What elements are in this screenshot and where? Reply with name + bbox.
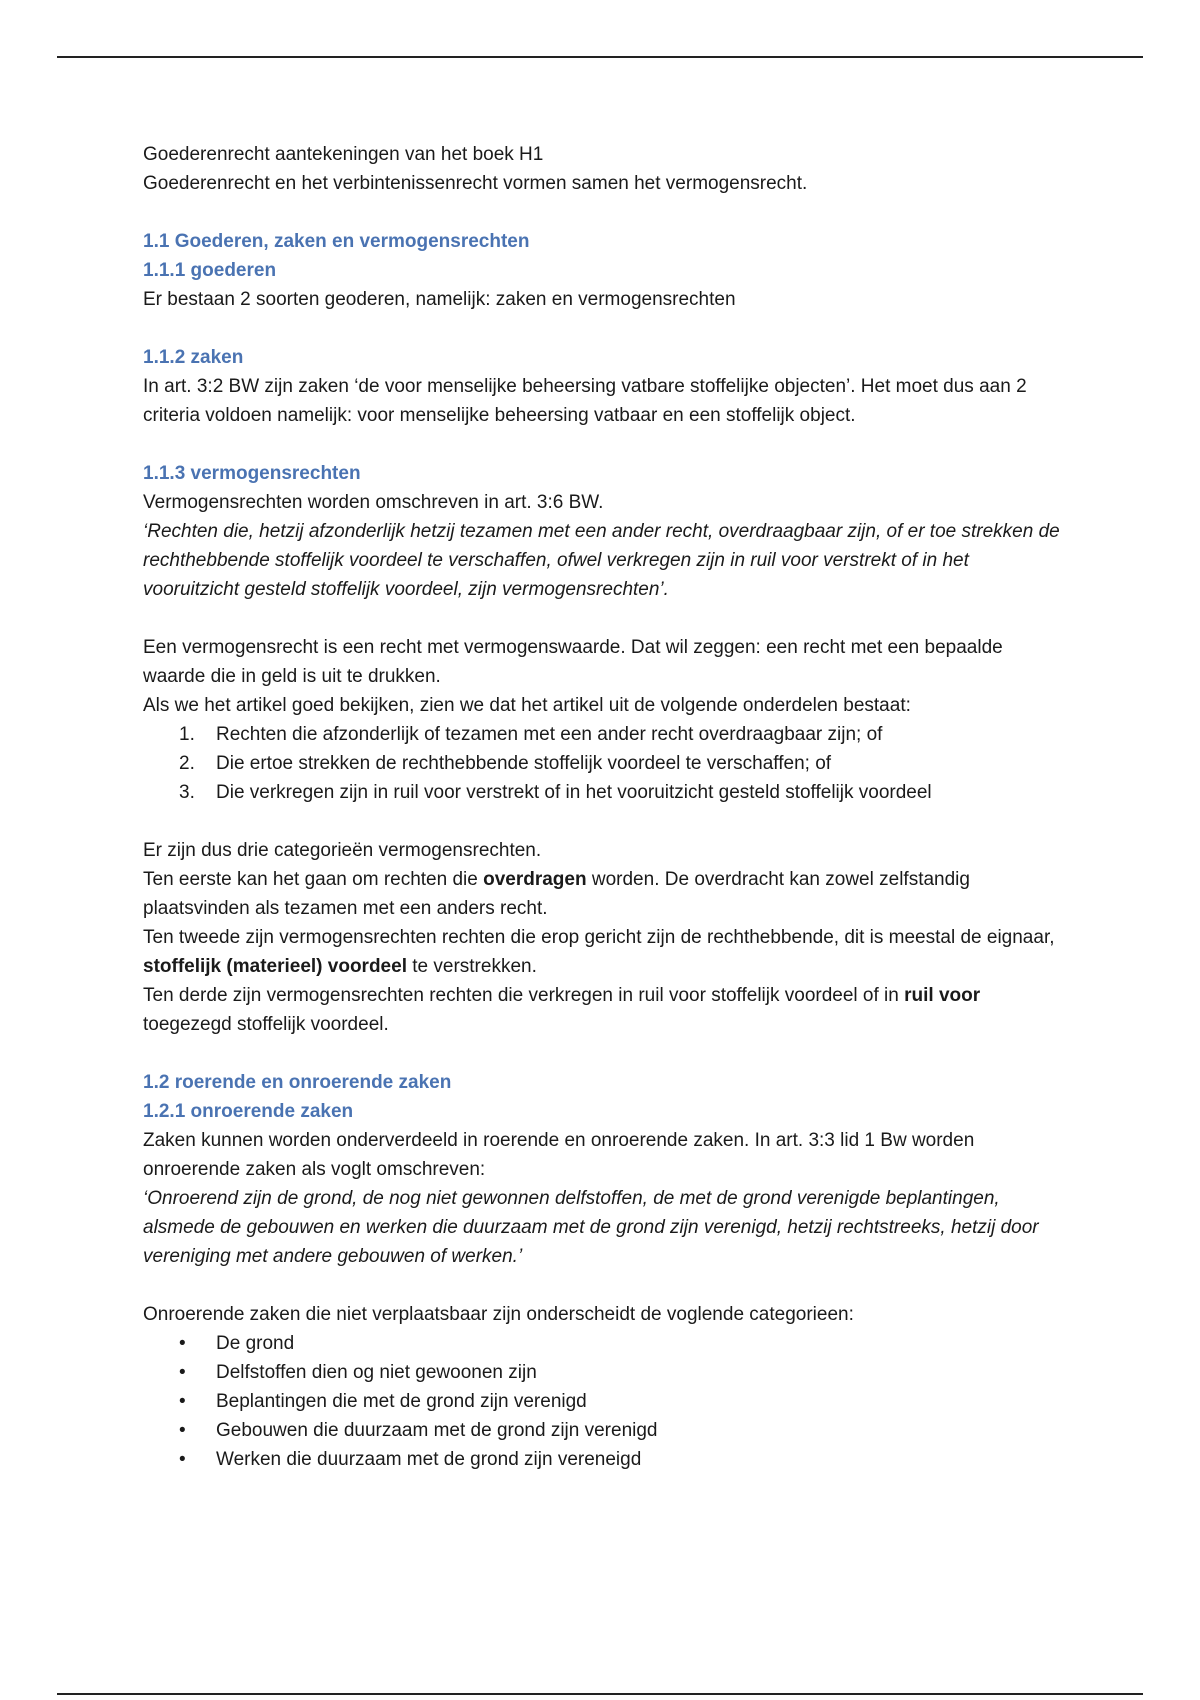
bullet-list: [143, 1329, 1063, 1474]
bullet-icon: •: [179, 1391, 186, 1412]
doc-title: Goederenrecht aantekeningen van het boek H1: [143, 144, 544, 165]
paragraph-goederen: Er bestaan 2 soorten geoderen, namelijk: zaken en vermogensrechten: [143, 289, 736, 310]
numbered-list: [143, 720, 1063, 807]
paragraph-vermogensrechten: Vermogensrechten worden omschreven in art. 3:6 BW.: [143, 492, 604, 513]
bullet-icon: •: [179, 1333, 186, 1354]
list-item: 1. Rechten die afzonderlijk of tezamen met een ander recht overdraagbaar zijn; of: [179, 724, 883, 745]
list-item: • De grond: [143, 1329, 1063, 1358]
list-item: 3. Die verkregen zijn in ruil voor verstrekt of in het vooruitzicht gesteld stoffelijk voordeel: [179, 782, 932, 803]
paragraph-categorie-3: Ten derde zijn vermogensrechten rechten die verkregen in ruil voor stoffelijk voordeel of in ruil voor toegezegd stoffelijk voordeel.: [143, 985, 981, 1035]
paragraph-categorieen-onroerend: Onroerende zaken die niet verplaatsbaar zijn onderscheidt de voglende categorieen:: [143, 1304, 854, 1325]
heading-1-2-1: 1.2.1 onroerende zaken: [143, 1101, 354, 1122]
quote-art-3-6: ‘Rechten die, hetzij afzonderlijk hetzij tezamen met een ander recht, overdraagbaar zijn, of er toe strekken de rechthebbende stoffelijk voordeel te verschaffen, ofwel verkregen zijn in ruil voor verstrekt of in het vooruitzicht gesteld stoffelijk voordeel, zijn vermogensrechten’.: [143, 521, 1060, 600]
heading-1-1-1: 1.1.1 goederen: [143, 260, 277, 281]
paragraph-onroerende-zaken: Zaken kunnen worden onderverdeeld in roerende en onroerende zaken. In art. 3:3 lid 1 Bw worden onroerende zaken als voglt omschreven:: [143, 1130, 975, 1180]
footer-rule: [57, 1693, 1143, 1695]
bullet-icon: •: [179, 1362, 186, 1383]
list-item: • Beplantingen die met de grond zijn verenigd: [143, 1387, 1063, 1416]
heading-1-2: 1.2 roerende en onroerende zaken: [143, 1072, 452, 1093]
list-item: 2. Die ertoe strekken de rechthebbende stoffelijk voordeel te verschaffen; of: [179, 753, 832, 774]
heading-1-1-2: 1.1.2 zaken: [143, 347, 244, 368]
paragraph-artikel-onderdelen: Als we het artikel goed bekijken, zien we dat het artikel uit de volgende onderdelen bestaat:: [143, 695, 911, 716]
list-item: • Delfstoffen dien og niet gewoonen zijn: [143, 1358, 1063, 1387]
paragraph-categorie-2: Ten tweede zijn vermogensrechten rechten die erop gericht zijn de rechthebbende, dit is meestal de eignaar, stoffelijk (materieel) voordeel te verstrekken.: [143, 927, 1055, 977]
header-rule: [57, 56, 1143, 58]
quote-art-3-3: ‘Onroerend zijn de grond, de nog niet gewonnen delfstoffen, de met de grond verenigde beplantingen, alsmede de gebouwen en werken die duurzaam met de grond zijn verenigd, hetzij rechtstreeks, hetzij door vereniging met andere gebouwen of werken.’: [143, 1188, 1039, 1267]
paragraph-categorieen: Er zijn dus drie categorieën vermogensrechten.: [143, 840, 542, 861]
bullet-icon: •: [179, 1420, 186, 1441]
bullet-icon: •: [179, 1449, 186, 1470]
intro-paragraph: Goederenrecht en het verbintenissenrecht vormen samen het vermogensrecht.: [143, 173, 808, 194]
paragraph-zaken: In art. 3:2 BW zijn zaken ‘de voor menselijke beheersing vatbare stoffelijke objecten’. Het moet dus aan 2 criteria voldoen namelijk: voor menselijke beheersing vatbaar en een stoffelijk object.: [143, 376, 1027, 426]
document-page: [143, 140, 1063, 1474]
list-item: • Werken die duurzaam met de grond zijn vereneigd: [143, 1445, 1063, 1474]
paragraph-categorie-1: Ten eerste kan het gaan om rechten die overdragen worden. De overdracht kan zowel zelfstandig plaatsvinden als tezamen met een anders recht.: [143, 869, 970, 919]
heading-1-1-3: 1.1.3 vermogensrechten: [143, 463, 361, 484]
paragraph-vermogenswaarde: Een vermogensrecht is een recht met vermogenswaarde. Dat wil zeggen: een recht met een bepaalde waarde die in geld is uit te drukken.: [143, 637, 1003, 687]
list-item: • Gebouwen die duurzaam met de grond zijn verenigd: [143, 1416, 1063, 1445]
heading-1-1: 1.1 Goederen, zaken en vermogensrechten: [143, 231, 530, 252]
